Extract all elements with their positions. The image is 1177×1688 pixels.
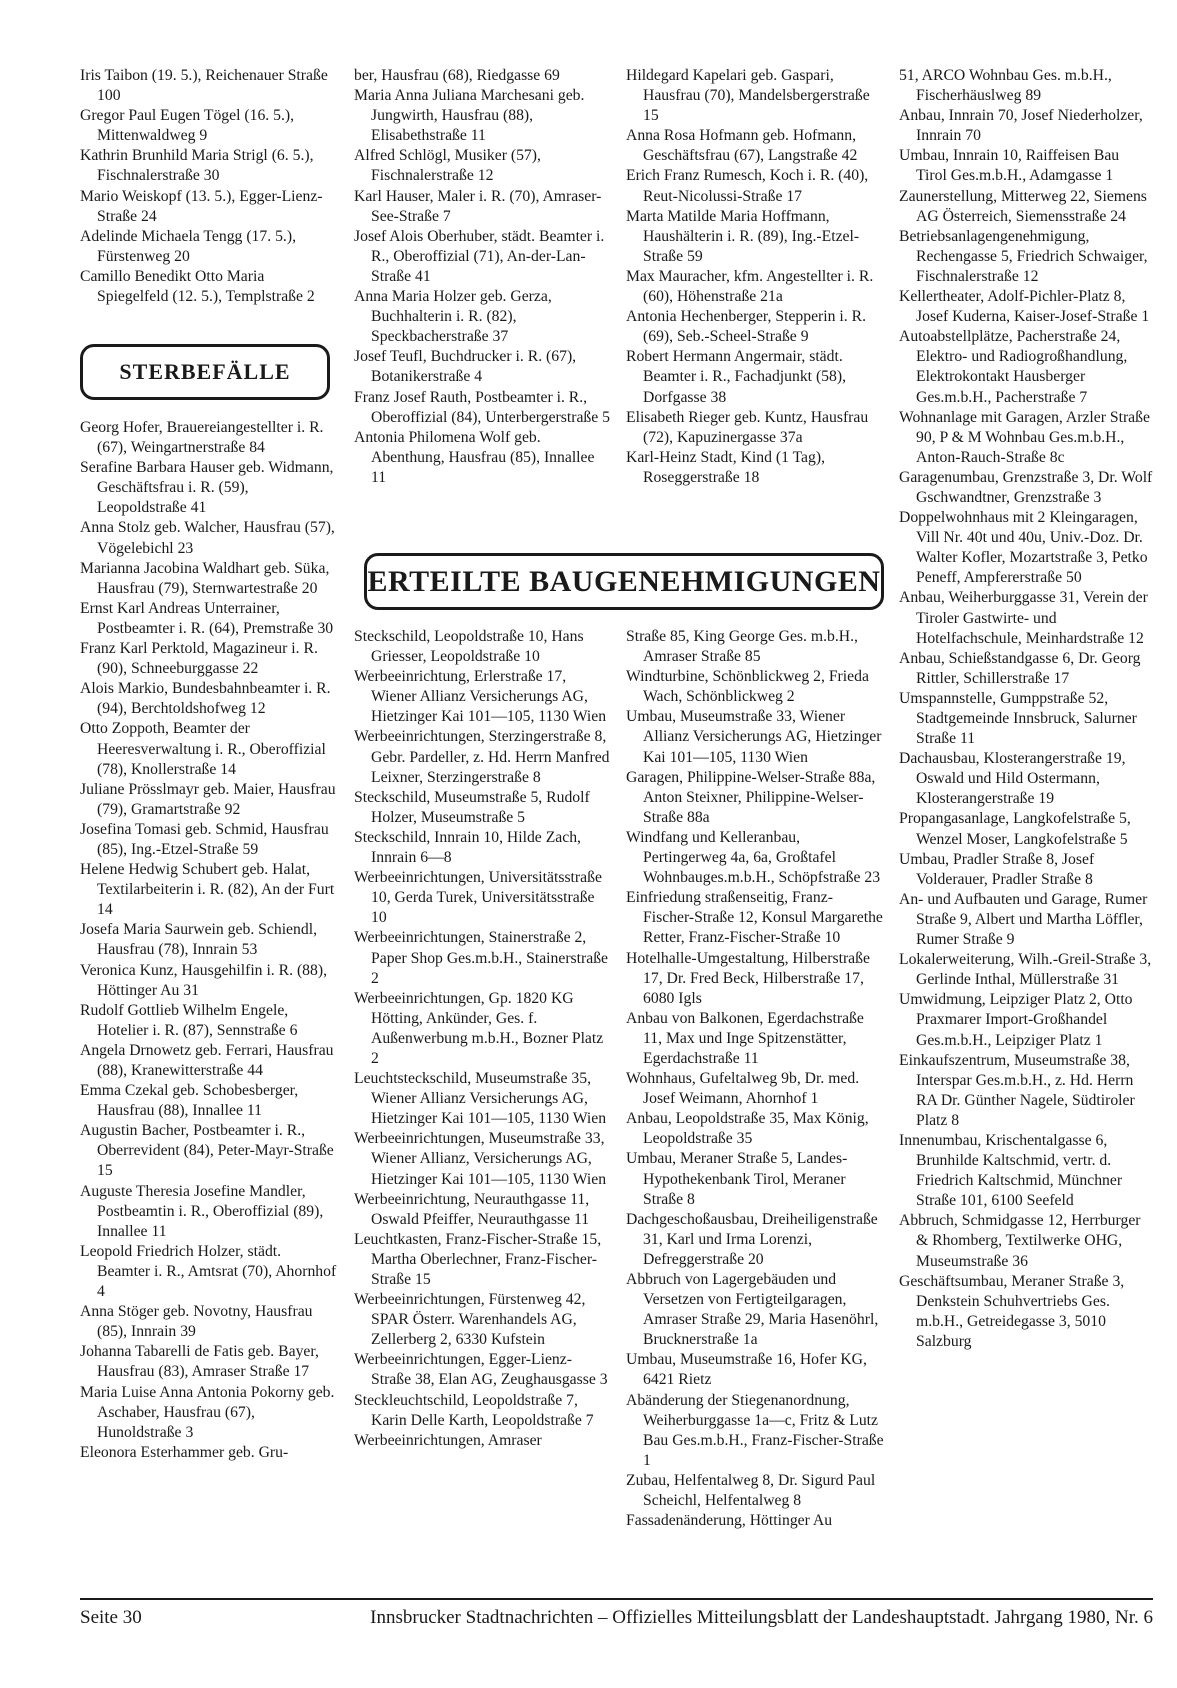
list-item: Hildegard Kapelari geb. Gaspari, Hausfrau (70), Mandelsbergerstraße 15: [626, 67, 870, 125]
list-item: Helene Hedwig Schubert geb. Halat, Textilarbeiterin i. R. (82), An der Furt 14: [80, 861, 335, 919]
list-item: Werbeeinrichtung, Erlerstraße 17, Wiener Allianz Versicherungs AG, Hietzinger Kai 101—105, 1130 Wien: [354, 668, 607, 726]
column-2-permits: [354, 627, 610, 1451]
list-item: Geschäftsumbau, Meraner Straße 3, Denkstein Schuhvertriebs Ges. m.b.H., Getreidegasse 3, 5010 Salzburg: [899, 1272, 1125, 1350]
list-item: Propangasanlage, Langkofelstraße 5, Wenzel Moser, Langkofelstraße 5: [899, 810, 1131, 848]
list-item: Anna Stolz geb. Walcher, Hausfrau (57), Vögelebichl 23: [80, 519, 335, 557]
list-item: Windfang und Kelleranbau, Pertingerweg 4a, 6a, Großtafel Wohnbauges.m.b.H., Schöpfstraße 23: [626, 828, 881, 887]
list-item: Emma Czekal geb. Schobesberger, Hausfrau (88), Innallee 11: [80, 1082, 299, 1120]
list-item: Innenumbau, Krischentalgasse 6, Brunhilde Kaltschmid, vertr. d. Friedrich Kaltschmid, Münchner Straße 101, 6100 Seefeld: [899, 1131, 1123, 1210]
list-item: Werbeeinrichtung, Neurauthgasse 11, Oswald Pfeiffer, Neurauthgasse 11: [354, 1190, 590, 1228]
list-item: Leopold Friedrich Holzer, städt. Beamter i. R., Amtsrat (70), Ahornhof 4: [80, 1242, 337, 1301]
list-item: Serafine Barbara Hauser geb. Widmann, Geschäftsfrau i. R. (59), Leopoldstraße 41: [80, 459, 334, 517]
list-item: Mario Weiskopf (13. 5.), Egger-Lienz-Straße 24: [80, 187, 323, 225]
list-item: Anbau von Balkonen, Egerdachstraße 11, Max und Inge Spitzenstätter, Egerdachstraße 11: [626, 1009, 864, 1067]
list-item: Garagen, Philippine-Welser-Straße 88a, Anton Steixner, Philippine-Welser-Straße 88a: [626, 768, 876, 826]
list-item: ber, Hausfrau (68), Riedgasse 69: [354, 67, 560, 84]
list-item: Erich Franz Rumesch, Koch i. R. (40), Reut-Nicolussi-Straße 17: [626, 167, 869, 205]
list-item: Zubau, Helfentalweg 8, Dr. Sigurd Paul Scheichl, Helfentalweg 8: [626, 1471, 876, 1510]
list-item: Ernst Karl Andreas Unterrainer, Postbeamter i. R. (64), Premstraße 30: [80, 599, 334, 637]
list-item: Werbeeinrichtungen, Museumstraße 33, Wiener Allianz, Versicherungs AG, Hietzinger Kai 101—105, 1130 Wien: [354, 1130, 607, 1188]
list-item: Camillo Benedikt Otto Maria Spiegelfeld (12. 5.), Templstraße 2: [80, 267, 315, 306]
column-1-top: [80, 66, 338, 307]
list-item: Otto Zoppoth, Beamter der Heeresverwaltung i. R., Oberoffizial (78), Knollerstraße 14: [80, 720, 326, 778]
list-item: Anbau, Innrain 70, Josef Niederholzer, Innrain 70: [899, 107, 1143, 145]
list-item: Angela Drnowetz geb. Ferrari, Hausfrau (88), Kranewitterstraße 44: [80, 1041, 334, 1079]
heading-sterbefaelle: STERBEFÄLLE: [80, 344, 330, 400]
list-item: Alfred Schlögl, Musiker (57), Fischnalerstraße 12: [354, 147, 541, 185]
list-item: Leuchtsteckschild, Museumstraße 35, Wiener Allianz Versicherungs AG, Hietzinger Kai 101—105, 1130 Wien: [354, 1070, 607, 1128]
list-item: Anbau, Weiherburggasse 31, Verein der Tiroler Gastwirte- und Hotelfachschule, Meinhardstraße 12: [899, 589, 1148, 647]
list-item: Fassadenänderung, Höttinger Au: [626, 1512, 833, 1530]
list-item: Anna Stöger geb. Novotny, Hausfrau (85), Innrain 39: [80, 1303, 313, 1341]
list-item: Anbau, Leopoldstraße 35, Max König, Leopoldstraße 35: [626, 1110, 869, 1148]
list-item: Umbau, Meraner Straße 5, Landes-Hypothekenbank Tirol, Meraner Straße 8: [626, 1150, 848, 1208]
list-item: Leuchtkasten, Franz-Fischer-Straße 15, Martha Oberlechner, Franz-Fischer-Straße 15: [354, 1230, 602, 1288]
list-item: Umspannstelle, Gumppstraße 52, Stadtgemeinde Innsbruck, Salurner Straße 11: [899, 689, 1137, 748]
list-item: Abänderung der Stiegenanordnung, Weiherburggasse 1a—c, Fritz & Lutz Bau Ges.m.b.H., Franz-Fischer-Straße 1: [626, 1391, 884, 1469]
list-item: Dachgeschoßausbau, Dreiheiligenstraße 31, Karl und Irma Lorenzi, Defreggerstraße 20: [626, 1210, 878, 1268]
list-item: Autoabstellplätze, Pacherstraße 24, Elektro- und Radiogroßhandlung, Elektrokontakt Hausberger Ges.m.b.H., Pacherstraße 7: [899, 328, 1128, 406]
footer-rule: [80, 1598, 1153, 1600]
page-footer: [80, 1606, 1153, 1630]
list-item: Antonia Philomena Wolf geb. Abenthung, Hausfrau (85), Innallee 11: [354, 428, 595, 486]
list-item: Max Mauracher, kfm. Angestellter i. R. (60), Höhenstraße 21a: [626, 267, 874, 306]
list-item: Elisabeth Rieger geb. Kuntz, Hausfrau (72), Kapuzinergasse 37a: [626, 408, 869, 446]
list-item: Adelinde Michaela Tengg (17. 5.), Fürstenweg 20: [80, 227, 296, 265]
list-item: Lokalerweiterung, Wilh.-Greil-Straße 3, Gerlinde Inthal, Müllerstraße 31: [899, 951, 1152, 989]
list-item: Wohnhaus, Gufeltalweg 9b, Dr. med. Josef Weimann, Ahornhof 1: [626, 1070, 860, 1108]
list-item: Umbau, Innrain 10, Raiffeisen Bau Tirol Ges.m.b.H., Adamgasse 1: [899, 147, 1120, 185]
column-1-deaths: [80, 418, 338, 1463]
list-item: Karl-Heinz Stadt, Kind (1 Tag), Roseggerstraße 18: [626, 448, 826, 486]
list-item: Josefina Tomasi geb. Schmid, Hausfrau (85), Ing.-Etzel-Straße 59: [80, 820, 329, 858]
list-item: Augustin Bacher, Postbeamter i. R., Oberrevident (84), Peter-Mayr-Straße 15: [80, 1122, 334, 1180]
list-item: Josef Alois Oberhuber, städt. Beamter i. R., Oberoffizial (71), An-der-Lan-Straße 41: [354, 227, 605, 285]
list-item: Anna Rosa Hofmann geb. Hofmann, Geschäftsfrau (67), Langstraße 42: [626, 127, 858, 165]
list-item: Umbau, Museumstraße 33, Wiener Allianz Versicherungs AG, Hietzinger Kai 101—105, 1130 Wien: [626, 708, 882, 766]
list-item: Werbeeinrichtungen, Universitätsstraße 10, Gerda Turek, Universitätsstraße 10: [354, 869, 602, 927]
list-item: 51, ARCO Wohnbau Ges. m.b.H., Fischerhäuslweg 89: [899, 67, 1112, 105]
page-number: Seite 30: [80, 1607, 142, 1628]
list-item: Steckschild, Leopoldstraße 10, Hans Griesser, Leopoldstraße 10: [354, 628, 584, 666]
list-item: Marta Matilde Maria Hoffmann, Haushälterin i. R. (89), Ing.-Etzel-Straße 59: [626, 207, 860, 265]
list-item: Abbruch, Schmidgasse 12, Herrburger & Rhomberg, Textilwerke OHG, Museumstraße 36: [899, 1212, 1141, 1270]
list-item: Werbeeinrichtungen, Sterzingerstraße 8, Gebr. Pardeller, z. Hd. Herrn Manfred Leixner, Sterzingerstraße 8: [354, 728, 610, 786]
list-item: Maria Luise Anna Antonia Pokorny geb. Aschaber, Hausfrau (67), Hunoldstraße 3: [80, 1383, 335, 1441]
list-item: Josef Teufl, Buchdrucker i. R. (67), Botanikerstraße 4: [354, 348, 577, 386]
list-item: Straße 85, King George Ges. m.b.H., Amraser Straße 85: [626, 628, 858, 666]
list-item: Alois Markio, Bundesbahnbeamter i. R. (94), Berchtoldshofweg 12: [80, 680, 331, 718]
list-item: Eleonora Esterhammer geb. Gru-: [80, 1443, 289, 1461]
list-item: Umbau, Pradler Straße 8, Josef Volderauer, Pradler Straße 8: [899, 850, 1095, 888]
column-3-permits: [626, 627, 884, 1531]
list-item: Werbeeinrichtungen, Egger-Lienz-Straße 38, Elan AG, Zeughausgasse 3: [354, 1351, 608, 1389]
list-item: Georg Hofer, Brauereiangestellter i. R. (67), Weingartnerstraße 84: [80, 419, 324, 457]
list-item: Josefa Maria Saurwein geb. Schiendl, Hausfrau (78), Innrain 53: [80, 921, 317, 959]
list-item: Robert Hermann Angermair, städt. Beamter i. R., Fachadjunkt (58), Dorfgasse 38: [626, 348, 847, 406]
list-item: Einkaufszentrum, Museumstraße 38, Interspar Ges.m.b.H., z. Hd. Herrn RA Dr. Günther Nagele, Südtiroler Platz 8: [899, 1051, 1135, 1129]
list-item: Rudolf Gottlieb Wilhelm Engele, Hotelier i. R. (87), Sennstraße 6: [80, 1001, 298, 1039]
list-item: Johanna Tabarelli de Fatis geb. Bayer, Hausfrau (83), Amraser Straße 17: [80, 1343, 319, 1381]
column-2-top: [354, 66, 610, 488]
list-item: Iris Taibon (19. 5.), Reichenauer Straße 100: [80, 67, 328, 105]
list-item: Karl Hauser, Maler i. R. (70), Amraser-See-Straße 7: [354, 187, 602, 225]
list-item: Werbeeinrichtungen, Gp. 1820 KG Hötting, Ankünder, Ges. f. Außenwerbung m.b.H., Bozner Platz 2: [354, 989, 604, 1067]
list-item: Franz Karl Perktold, Magazineur i. R. (90), Schneeburggasse 22: [80, 640, 318, 678]
list-item: Betriebsanlagengenehmigung, Rechengasse 5, Friedrich Schwaiger, Fischnalerstraße 12: [899, 227, 1148, 285]
list-item: Werbeeinrichtungen, Amraser: [354, 1431, 542, 1449]
list-item: Auguste Theresia Josefine Mandler, Postbeamtin i. R., Oberoffizial (89), Innallee 11: [80, 1182, 324, 1240]
list-item: Garagenumbau, Grenzstraße 3, Dr. Wolf Gschwandtner, Grenzstraße 3: [899, 468, 1153, 506]
list-item: Umbau, Museumstraße 16, Hofer KG, 6421 Rietz: [626, 1351, 867, 1389]
list-item: Maria Anna Juliana Marchesani geb. Jungwirth, Hausfrau (88), Elisabethstraße 11: [354, 87, 585, 145]
list-item: Einfriedung straßenseitig, Franz-Fischer-Straße 12, Konsul Margarethe Retter, Franz-Fischer-Straße 10: [626, 889, 883, 947]
list-item: Zaunerstellung, Mitterweg 22, Siemens AG Österreich, Siemensstraße 24: [899, 187, 1147, 225]
list-item: Werbeeinrichtungen, Fürstenweg 42, SPAR Österr. Warenhandels AG, Zellerberg 2, 6330 Kufstein: [354, 1291, 586, 1349]
list-item: Abbruch von Lagergebäuden und Versetzen von Fertigteilgaragen, Amraser Straße 29, Maria Hasenöhrl, Brucknerstraße 1a: [626, 1271, 879, 1349]
list-item: Steckschild, Museumstraße 5, Rudolf Holzer, Museumstraße 5: [354, 788, 590, 826]
heading-baugenehmigungen: ERTEILTE BAUGENEHMIGUNGEN: [364, 553, 884, 610]
list-item: Antonia Hechenberger, Stepperin i. R. (69), Seb.-Scheel-Straße 9: [626, 308, 866, 346]
list-item: Wohnanlage mit Garagen, Arzler Straße 90, P & M Wohnbau Ges.m.b.H., Anton-Rauch-Straße 8c: [899, 408, 1150, 466]
list-item: Kellertheater, Adolf-Pichler-Platz 8, Josef Kuderna, Kaiser-Josef-Straße 1: [899, 288, 1150, 326]
list-item: Anna Maria Holzer geb. Gerza, Buchhalterin i. R. (82), Speckbacherstraße 37: [354, 288, 552, 346]
list-item: An- und Aufbauten und Garage, Rumer Straße 9, Albert und Martha Löffler, Rumer Straße 9: [899, 890, 1148, 949]
list-item: Anbau, Schießstandgasse 6, Dr. Georg Rittler, Schillerstraße 17: [899, 649, 1141, 687]
column-4-permits: [899, 66, 1153, 1352]
list-item: Kathrin Brunhild Maria Strigl (6. 5.), Fischnalerstraße 30: [80, 147, 314, 185]
list-item: Veronica Kunz, Hausgehilfin i. R. (88), Höttinger Au 31: [80, 961, 328, 999]
list-item: Steckleuchtschild, Leopoldstraße 7, Karin Delle Karth, Leopoldstraße 7: [354, 1391, 594, 1429]
list-item: Windturbine, Schönblickweg 2, Frieda Wach, Schönblickweg 2: [626, 668, 869, 706]
list-item: Gregor Paul Eugen Tögel (16. 5.), Mittenwaldweg 9: [80, 107, 295, 145]
list-item: Franz Josef Rauth, Postbeamter i. R., Oberoffizial (84), Unterbergerstraße 5: [354, 388, 610, 426]
list-item: Hotelhalle-Umgestaltung, Hilberstraße 17, Dr. Fred Beck, Hilberstraße 17, 6080 Igls: [626, 949, 870, 1007]
list-item: Umwidmung, Leipziger Platz 2, Otto Praxmarer Import-Großhandel Ges.m.b.H., Leipziger Platz 1: [899, 991, 1133, 1049]
list-item: Marianna Jacobina Waldhart geb. Süka, Hausfrau (79), Sternwartestraße 20: [80, 559, 330, 597]
list-item: Dachausbau, Klosterangerstraße 19, Oswald und Hild Ostermann, Klosterangerstraße 19: [899, 750, 1126, 808]
list-item: Doppelwohnhaus mit 2 Kleingaragen, Vill Nr. 40t und 40u, Univ.-Doz. Dr. Walter Kofler, Mozartstraße 3, Petko Peneff, Ampfererstraße 50: [899, 509, 1148, 587]
list-item: Werbeeinrichtungen, Stainerstraße 2, Paper Shop Ges.m.b.H., Stainerstraße 2: [354, 929, 609, 987]
publication-info: Innsbrucker Stadtnachrichten – Offizielles Mitteilungsblatt der Landeshauptstadt. Jahrgang 1980, Nr. 6: [370, 1607, 1153, 1628]
list-item: Steckschild, Innrain 10, Hilde Zach, Innrain 6—8: [354, 828, 581, 867]
list-item: Juliane Prösslmayr geb. Maier, Hausfrau (79), Gramartstraße 92: [80, 780, 336, 818]
column-3-top: [626, 66, 884, 488]
